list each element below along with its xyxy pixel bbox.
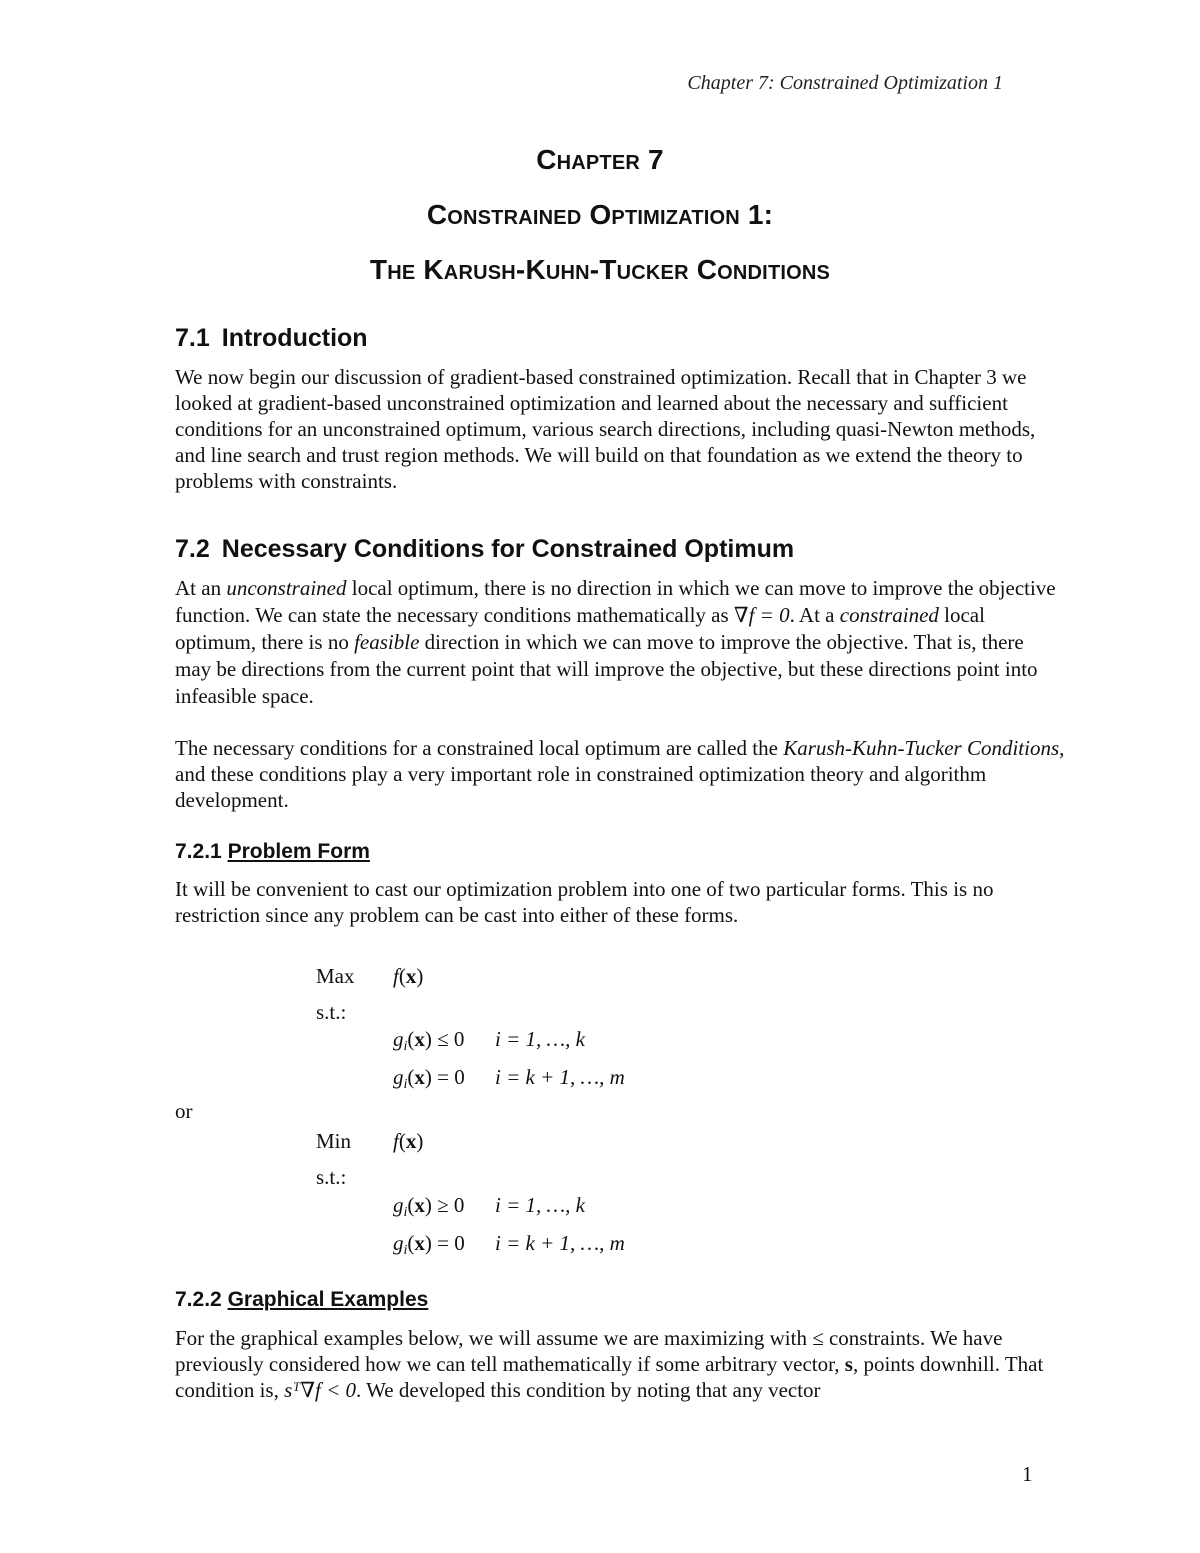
intro-paragraph: We now begin our discussion of gradient-based constrained optimization. Recall that in Chapter 3 we looked at gradient-based unconstrained optimization and learned about the necessary and sufficient conditions for an unconstrained optimum, various search directions, including quasi-Newton methods, and line search and trust region methods. We will build on that foundation as we extend the theory to problems with constraints. xyxy=(175,364,1036,493)
subsection-heading xyxy=(175,1286,1065,1313)
necessary-conditions-paragraph xyxy=(175,575,1065,710)
form2-op: Min xyxy=(316,1129,352,1153)
subsection-title: Graphical Examples xyxy=(227,1288,429,1311)
text-run: The necessary conditions for a constrained local optimum are called the xyxy=(175,735,784,760)
kkt-paragraph xyxy=(175,735,1065,813)
form1-op: Max xyxy=(316,964,355,988)
form1-c2-range: i = k + 1, …, m xyxy=(495,1065,625,1089)
emphasis-kkt: Karush-Kuhn-Tucker Conditions xyxy=(783,735,1060,760)
page-number: 1 xyxy=(1022,1462,1033,1486)
subsection-number: 7.2.1 xyxy=(175,840,222,863)
form1-c1-rel: ≤ 0 xyxy=(437,1027,465,1051)
section-7-2 xyxy=(175,533,1065,813)
section-number: 7.1 xyxy=(175,324,210,352)
section-heading xyxy=(175,533,1065,566)
downhill-condition: sᵀ∇f < 0 xyxy=(284,1378,357,1403)
section-title: Introduction xyxy=(221,324,368,352)
form2-c2-range: i = k + 1, …, m xyxy=(495,1231,625,1255)
form2-c1-range: i = 1, …, k xyxy=(495,1193,585,1217)
or-label: or xyxy=(175,1099,193,1123)
section-number: 7.2 xyxy=(175,535,210,563)
vector-s: s xyxy=(844,1352,853,1377)
section-title: Necessary Conditions for Constrained Optimum xyxy=(221,535,795,563)
text-run: , and these conditions play a very important role in constrained optimization theory and algorithm development. xyxy=(175,735,1065,812)
text-run: At an xyxy=(175,575,227,600)
problem-form-paragraph: It will be convenient to cast our optimization problem into one of two particular forms. This is no restriction since any problem can be cast into either of these forms. xyxy=(175,877,994,928)
text-run: local optimum, there is no direction in which we can move to improve the objective function. We can state the necessary conditions mathematically as xyxy=(175,575,1056,627)
text-run: For the graphical examples below, we will assume we are maximizing with ≤ constraints. We have previously considered how we can tell mathematically if some arbitrary vector, xyxy=(175,1326,1003,1377)
form1-constraint-2: gi(x) = 0 xyxy=(393,1065,465,1092)
text-run: . We developed this condition by noting that any vector xyxy=(356,1378,821,1403)
emphasis-constrained: constrained xyxy=(839,602,939,627)
chapter-title-block xyxy=(0,146,1200,311)
subsection-title: Problem Form xyxy=(227,840,370,863)
gradient-equation: ∇f = 0 xyxy=(733,602,790,627)
form1-objective: f(x) xyxy=(393,964,424,988)
form1-st: s.t.: xyxy=(316,1000,347,1024)
section-heading xyxy=(175,322,1065,355)
form2-st: s.t.: xyxy=(316,1165,347,1189)
chapter-title-line-3: The Karush-Kuhn-Tucker Conditions xyxy=(369,254,831,285)
form2-c2-rel: = 0 xyxy=(437,1231,465,1255)
form1-c1-range: i = 1, …, k xyxy=(495,1027,585,1051)
form1-constraint-1: gi(x) ≤ 0 xyxy=(393,1027,465,1054)
running-header: Chapter 7: Constrained Optimization 1 xyxy=(687,72,1003,94)
subsection-number: 7.2.2 xyxy=(175,1288,222,1311)
form2-constraint-2: gi(x) = 0 xyxy=(393,1231,465,1258)
section-7-2-2 xyxy=(175,1286,1065,1403)
section-7-2-1 xyxy=(175,838,1065,928)
form2-constraint-1: gi(x) ≥ 0 xyxy=(393,1193,465,1220)
text-run: , points downhill. That condition is, xyxy=(175,1352,1044,1403)
form1-c2-rel: = 0 xyxy=(437,1065,465,1089)
form2-objective: f(x) xyxy=(393,1129,424,1153)
chapter-number-title: Chapter 7 xyxy=(536,144,664,175)
text-run: . At a xyxy=(789,602,840,627)
subsection-heading xyxy=(175,838,1065,865)
text-run: direction in which we can move to improve the objective. That is, there may be directions from the current point that will improve the objective, but these directions point into infeasible space. xyxy=(175,629,1038,708)
emphasis-unconstrained: unconstrained xyxy=(226,575,347,600)
form2-c1-rel: ≥ 0 xyxy=(437,1193,465,1217)
section-7-1 xyxy=(175,322,1065,494)
graphical-examples-paragraph xyxy=(175,1325,1065,1403)
emphasis-feasible: feasible xyxy=(354,629,420,654)
text-run: local optimum, there is no xyxy=(175,602,985,654)
chapter-title-line-2: Constrained Optimization 1: xyxy=(426,199,774,230)
